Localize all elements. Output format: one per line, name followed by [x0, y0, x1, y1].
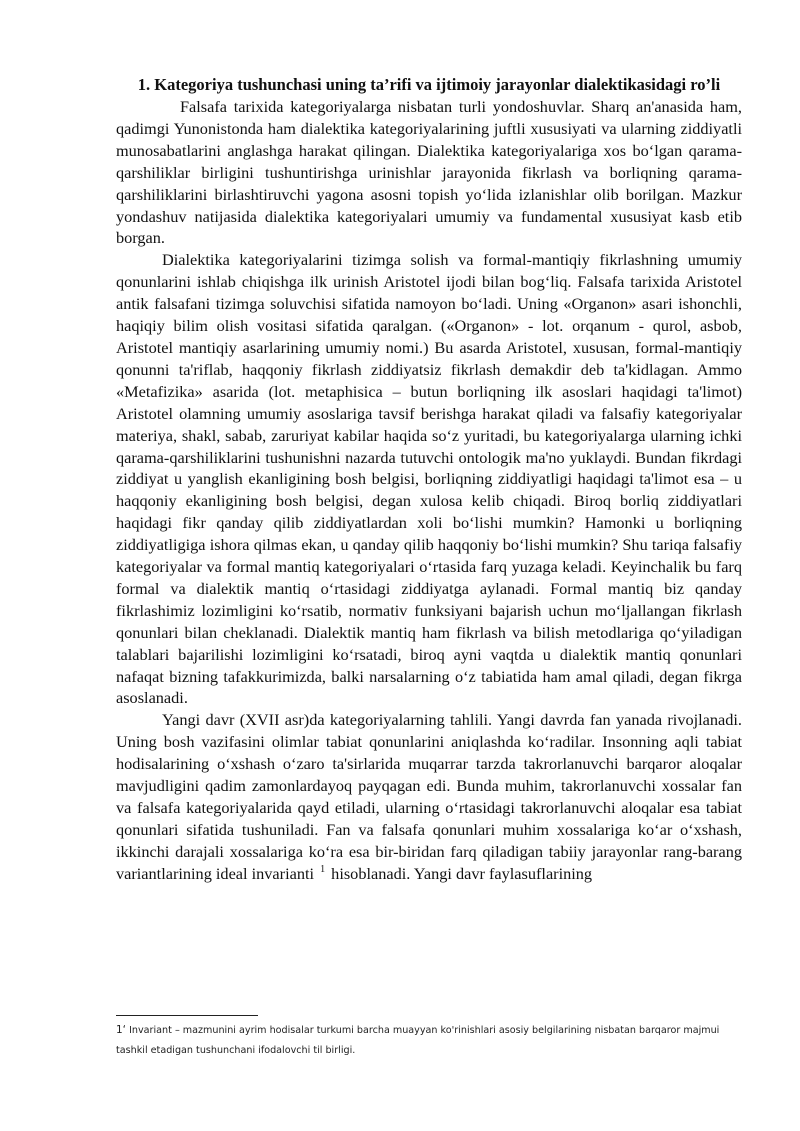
section-title: 1. Kategoriya tushunchasi uning ta’rifi va ijtimoiy jarayonlar dialektikasidagi ro’li — [137, 75, 721, 94]
footnote — [116, 1020, 742, 1061]
footnote-text: Invariant – mazmunini ayrim hodisalar turkumi barcha muayyan ko'rinishlari asosiy belgilarining nisbatan barqaror majmui tashkil etadigan tushunchani ifodalovchi til birligi. — [116, 1025, 720, 1056]
paragraph-1: Falsafa tarixida kategoriyalarga nisbatan turli yondoshuvlar. Sharq an'anasida ham, qadimgi Yunonistonda ham dialektika kategoriyalarining juftli xususiyati va ularning ziddiyatli munosabatlarini anglashga harakat qilingan. Dialektika kategoriyalariga xos bo‘lgan qarama-qarshiliklar birligini tushuntirishga urinishlar jarayonida fikrlash va borliqning qarama-qarshiliklarini birlashtiruvchi yagona asosni topish yo‘lida izlanishlar olib borilgan. Mazkur yondashuv natijasida dialektika kategoriyalari umumiy va fundamental xususiyat kasb etib borgan. — [116, 97, 742, 248]
footnote-reference[interactable]: 1 — [320, 864, 326, 876]
document-page — [116, 74, 742, 885]
paragraph-2: Dialektika kategoriyalarini tizimga solish va formal-mantiqiy fikrlashning umumiy qonunlarini ishlab chiqishga ilk urinish Aristotel ijodi bilan bog‘liq. Falsafa tarixida Aristotel antik falsafani tizimga soluvchisi sifatida namoyon bo‘ladi. Uning «Organon» asari ishonchli, haqiqiy bilim olish vositasi sifatida qaralgan. («Organon» - lot. orqanum - qurol, asbob, Aristotel mantiqiy asarlarining umumiy nomi.) Bu asarda Aristotel, xususan, formal-mantiqiy qonunni ta'riflab, haqqoniy fikrlash ziddiyatsiz fikrlash demakdir deb ta'kidlagan. Ammo «Metafizika» asarida (lot. metaphisica – butun borliqning ilk asoslari haqidagi ta'limot) Aristotel olamning umumiy asoslariga tavsif berishga harakat qiladi va falsafiy kategoriyalar materiya, shakl, sabab, zaruriyat kabilar haqida so‘z yuritadi, bu kategoriyalarga ularning ichki qarama-qarshiliklarini tushunishni nazarda tutuvchi ontologik ma'no yuklaydi. Bundan fikrdagi ziddiyat u yanglish ekanligining bosh belgisi, borliqning ziddiyatligi haqidagi ta'limot esa – u haqqoniy ekanligining bosh belgisi, degan xulosa kelib chiqadi. Biroq borliq ziddiyatlari haqidagi fikr qanday qilib ziddiyatlardan xoli bo‘lishi mumkin? Hamonki u borliqning ziddiyatligiga ishora qilmas ekan, u qanday qilib haqqoniy bo‘lishi mumkin? Shu tariqa falsafiy kategoriyalar va formal mantiq kategoriyalari o‘rtasida farq yuzaga keladi. Keyinchalik bu farq formal va dialektik mantiq o‘rtasidagi ziddiyatga aylanadi. Formal mantiq biz qanday fikrlashimiz lozimligini ko‘rsatib, normativ funksiyani bajarish uchun mo‘ljallangan fikrlash qonunlari bilan cheklanadi. Dialektik mantiq ham fikrlash va bilish metodlariga qo‘yiladigan talablari bajarilishi lozimligini ko‘rsatadi, biroq ayni vaqtda u dialektik mantiq qonunlari nafaqat bizning tafakkurimizda, balki narsalarning o‘z tabiatida ham amal qiladi, degan fikrga asoslanadi. — [116, 250, 742, 708]
paragraph-3 — [116, 709, 742, 884]
paragraph-3-tail: hisoblanadi. Yangi davr faylasuflarining — [331, 863, 593, 883]
footnote-mark: 1‘ — [116, 1024, 127, 1036]
paragraph-3-text: Yangi davr (XVII asr)da kategoriyalarning tahlili. Yangi davrda fan yanada rivojlanadi. Uning bosh vazifasini olimlar tabiat qonunlarini aniqlashda ko‘radilar. Insonning aqli tabiat hodisalarining o‘xshash o‘zaro ta'sirlarida muqarrar tarzda takrorlanuvchi barqaror aloqalar mavjudligini qadim zamonlardayoq payqagan edi. Bunda muhim, takrorlanuvchi xossalar fan va falsafa kategoriyalarida qayd etiladi, ularning o‘rtasidagi takrorlanuvchi aloqalar esa tabiat qonunlari sifatida tushuniladi. Fan va falsafa qonunlari muhim xossalariga ko‘ar o‘xshash, ikkinchi darajali xossalariga ko‘ra esa bir-biridan farq qiladigan tabiiy jarayonlar rang-barang variantlarining ideal invarianti — [116, 710, 742, 883]
footnote-divider — [116, 1015, 258, 1016]
